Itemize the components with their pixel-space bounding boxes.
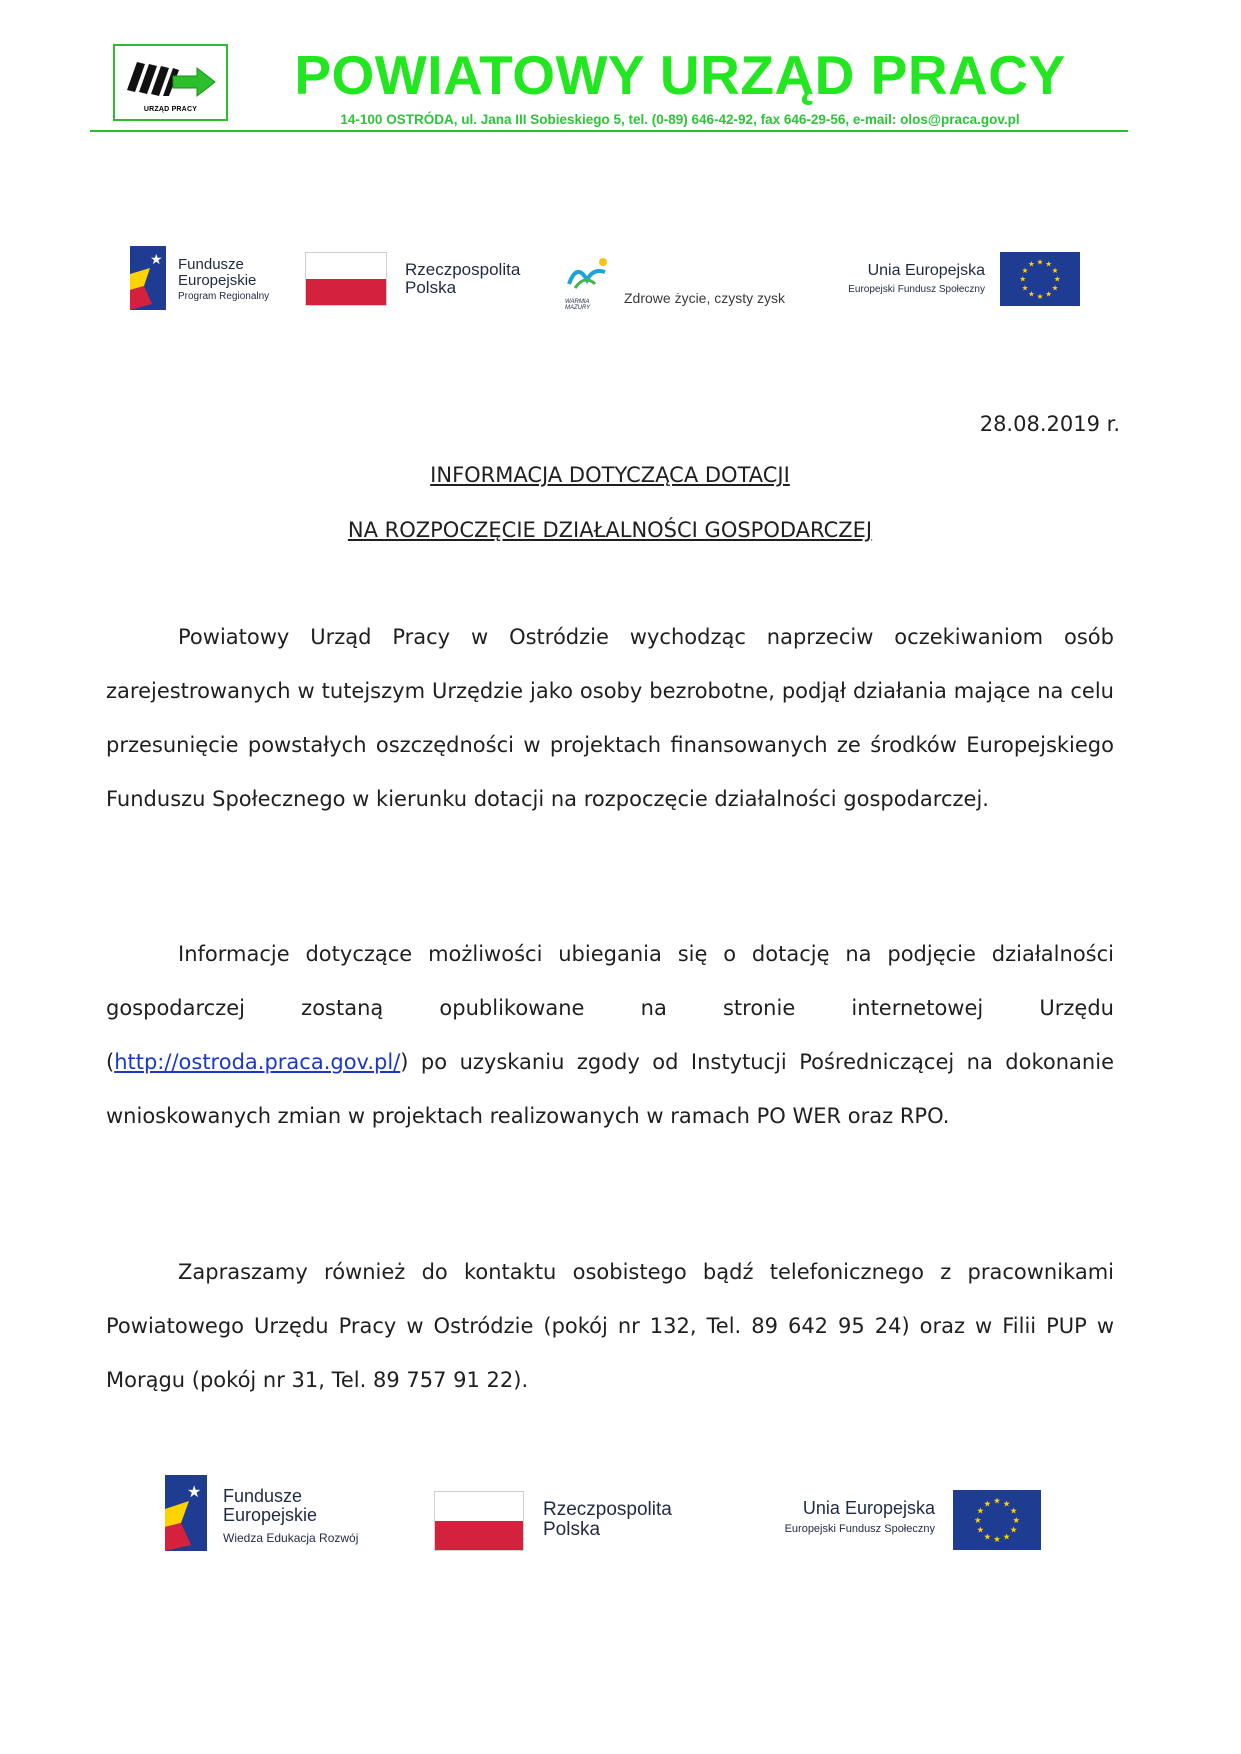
eu-star-icon: ★ [1027,259,1035,269]
paragraph-3 [106,1245,1114,1407]
eu-star-icon: ★ [993,1495,1001,1506]
eu-star-icon: ★ [1012,1514,1020,1525]
office-website-link[interactable]: http://ostroda.praca.gov.pl/ [114,1050,401,1074]
rp-line-1: Rzeczpospolita [405,260,521,279]
eu-star-icon: ★ [1021,283,1029,293]
rp-bottom-line-1: Rzeczpospolita [543,1499,672,1520]
office-logo-caption: URZĄD PRACY [143,106,198,113]
fe-line-2: Europejskie [178,272,257,289]
eu-star-icon: ★ [1051,283,1059,293]
rp-bottom-logo-text [543,1500,672,1540]
eu-star-icon: ★ [1027,289,1035,299]
document-title-line-2: NA ROZPOCZĘCIE DZIAŁALNOŚCI GOSPODARCZEJ [347,518,873,542]
eu-star-icon: ★ [1021,266,1029,276]
eu-star-icon: ★ [1009,1524,1018,1535]
eu-star-icon: ★ [1009,1505,1018,1516]
paragraph-2-text-after: ) po uzyskaniu zgody od Instytucji Pośredniczącej na dokonanie wnioskowanych zmian w projektach realizowanych w ramach PO WER oraz RPO. [106,1050,1114,1128]
polish-flag-icon [305,252,387,306]
warmia-mazury-text: WARMIA MAZURY [565,299,591,311]
paragraph-3-text: Zapraszamy również do kontaktu osobistego bądź telefonicznego z pracownikami Powiatowego Urzędu Pracy w Ostródzie (pokój nr 132, Tel. 89 642 95 24) oraz w Filii PUP w Morągu (pokój nr 31, Tel. 89 757 91 22). [106,1260,1114,1392]
document-date: 28.08.2019 r. [979,412,1120,436]
office-logo-icon [123,56,221,104]
ue-bottom-logo-text [740,1498,935,1535]
region-slogan: Zdrowe życie, czysty zysk [624,290,786,306]
paragraph-2-text-before: Informacje dotyczące możliwości ubiegania się o dotację na podjęcie działalności gospodarczej zostaną opublikowane na stronie internetowej Urzędu ( [106,942,1114,1074]
paragraph-1 [106,610,1114,826]
eu-star-icon: ★ [983,1498,992,1509]
ue-bottom-line-1: Unia Europejska [802,1498,935,1518]
polish-flag-bottom-icon [434,1491,524,1551]
office-logo [113,44,228,121]
rp-bottom-line-2: Polska [543,1519,601,1540]
ue-logo-text [815,262,985,295]
fe-bottom-line-3: Wiedza Edukacja Rozwój [223,1531,359,1545]
paragraph-2 [106,927,1114,1143]
ue-bottom-line-2: Europejski Fundusz Społeczny [784,1523,935,1535]
fe-symbol-icon [130,246,166,310]
eu-star-icon: ★ [1002,1498,1011,1509]
fe-bottom-line-2: Europejskie [223,1505,318,1525]
office-name-title: POWIATOWY URZĄD PRACY [294,44,1066,106]
eu-star-icon: ★ [1045,289,1053,299]
warmia-mazury-logo-icon [565,254,613,311]
eu-star-icon: ★ [1019,274,1027,284]
svg-text:★: ★ [150,252,163,268]
eu-star-icon: ★ [974,1514,982,1525]
document-title-line-1: INFORMACJA DOTYCZĄCA DOTACJI [430,463,790,487]
eu-star-icon: ★ [1036,291,1044,301]
eu-star-icon: ★ [1053,274,1061,284]
eu-star-icon: ★ [1051,266,1059,276]
eu-star-icon: ★ [1045,259,1053,269]
ue-line-2: Europejski Fundusz Społeczny [848,284,985,295]
eu-flag-bottom-icon [953,1490,1041,1550]
rp-line-2: Polska [405,278,457,297]
eu-star-icon: ★ [993,1534,1001,1545]
eu-star-icon: ★ [976,1524,985,1535]
fe-line-3: Program Regionalny [178,291,270,302]
svg-text:★: ★ [187,1482,202,1501]
fe-bottom-line-1: Fundusze [223,1486,303,1506]
office-address: 14-100 OSTRÓDA, ul. Jana III Sobieskiego 5, tel. (0-89) 646-42-92, fax 646-29-56, e-mail: olos@praca.gov.pl [340,112,1020,127]
eu-flag-icon [1000,252,1080,306]
fe-regional-logo-text [178,257,269,305]
rp-logo-text [405,261,520,297]
fe-line-1: Fundusze [178,256,244,273]
eu-star-icon: ★ [976,1505,985,1516]
eu-star-icon: ★ [983,1531,992,1542]
eu-star-icon: ★ [1036,257,1044,267]
ue-line-1: Unia Europejska [867,262,985,279]
eu-star-icon: ★ [1002,1531,1011,1542]
fe-symbol-bottom-icon [165,1475,207,1551]
header-divider [90,130,1128,132]
paragraph-1-text: Powiatowy Urząd Pracy w Ostródzie wychodząc naprzeciw oczekiwaniom osób zarejestrowanych w tutejszym Urzędzie jako osoby bezrobotne, podjął działania mające na celu przesunięcie powstałych oszczędności w projektach finansowanych ze środków Europejskiego Funduszu Społecznego w kierunku dotacji na rozpoczęcie działalności gospodarczej. [106,625,1114,811]
fe-bottom-logo-text [223,1487,358,1548]
